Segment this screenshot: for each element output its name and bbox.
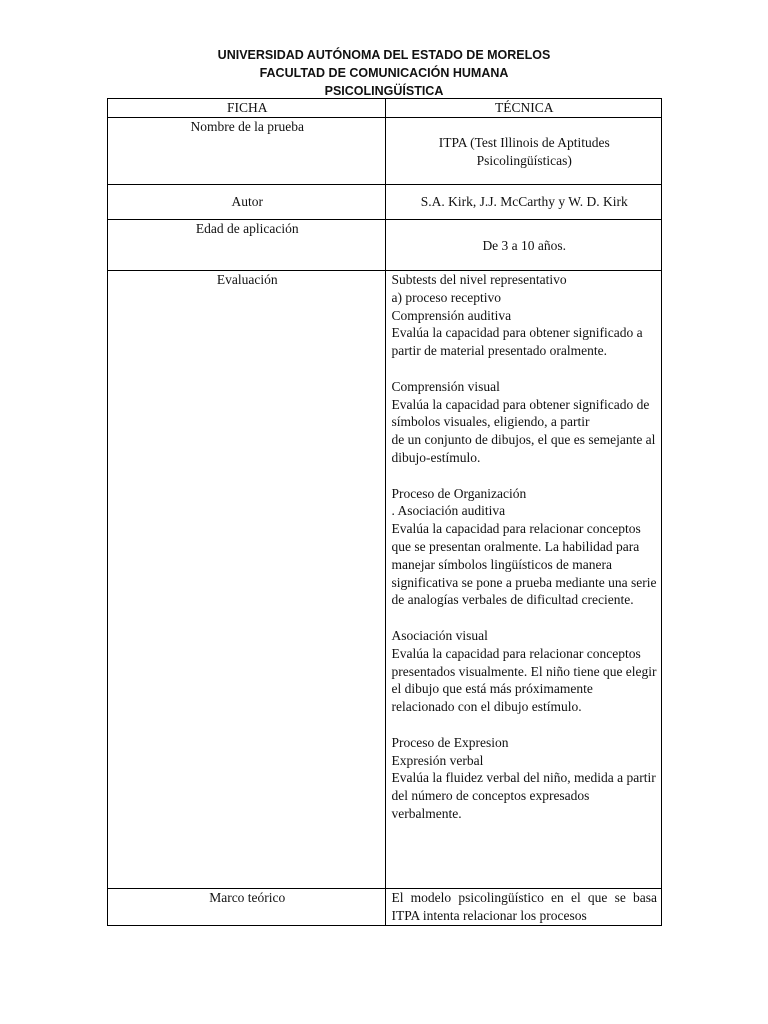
subtest-name: . Asociación auditiva	[391, 503, 506, 519]
evaluation-section-organization	[392, 485, 658, 610]
column-header-tecnica: TÉCNICA	[385, 99, 662, 118]
value-marco-teorico: El modelo psicolingüístico en el que se basa ITPA intenta relacionar los procesos	[385, 889, 662, 926]
subsection-heading: a) proceso receptivo	[391, 289, 501, 305]
table-header-row	[108, 99, 662, 118]
subtest-description-cont: de un conjunto de dibujos, el que es semejante al dibujo-estímulo.	[391, 432, 656, 465]
subtest-description: Evalúa la capacidad para relacionar conceptos presentados visualmente. El niño tiene que elegir el dibujo que está más próximamente relacionado con el dibujo estímulo.	[391, 645, 657, 715]
label-marco-teorico: Marco teórico	[108, 889, 386, 926]
table-row	[108, 220, 662, 271]
value-edad-aplicacion	[385, 220, 662, 271]
subtest-description: Evalúa la capacidad para obtener significado a partir de material presentado oralmente.	[391, 325, 643, 359]
evaluation-section-visual-association	[392, 627, 658, 716]
test-name: ITPA (Test Illinois de Aptitudes Psicolingüísticas)	[438, 135, 610, 168]
subtest-description: Evalúa la capacidad para obtener significado de símbolos visuales, eligiendo, a partir	[391, 396, 650, 430]
faculty-title: FACULTAD DE COMUNICACIÓN HUMANA	[259, 66, 509, 80]
value-nombre-prueba	[385, 118, 662, 185]
subtest-description: Evalúa la fluidez verbal del niño, medida a partir del número de conceptos expresados verbalmente.	[391, 770, 656, 821]
evaluation-section-receptive	[392, 271, 658, 360]
evaluation-section-expression	[392, 734, 658, 823]
section-heading: Subtests del nivel representativo	[391, 272, 567, 287]
subject-title: PSICOLINGÜÍSTICA	[324, 84, 444, 98]
subtest-description: Evalúa la capacidad para relacionar conceptos que se presentan oralmente. La habilidad para manejar símbolos lingüísticos de manera significativa se pone a prueba mediante una serie de analogías verbales de dificultad creciente.	[391, 521, 657, 608]
label-autor: Autor	[108, 185, 386, 220]
table-row	[108, 185, 662, 220]
column-header-ficha: FICHA	[108, 99, 386, 118]
university-title: UNIVERSIDAD AUTÓNOMA DEL ESTADO DE MORELOS	[217, 48, 551, 62]
subtest-name: Expresión verbal	[391, 752, 484, 768]
section-heading: Proceso de Organización	[391, 485, 527, 501]
table-row	[108, 889, 662, 926]
ficha-tecnica-table	[107, 98, 662, 926]
subtest-name: Asociación visual	[391, 627, 488, 643]
evaluation-section-visual	[392, 378, 658, 467]
label-nombre-prueba: Nombre de la prueba	[108, 118, 386, 185]
age-range: De 3 a 10 años.	[482, 238, 567, 253]
document-header	[0, 46, 768, 100]
subtest-name: Comprensión auditiva	[391, 307, 512, 323]
label-edad-aplicacion: Edad de aplicación	[108, 220, 386, 271]
subtest-name: Comprensión visual	[391, 378, 500, 394]
table-row	[108, 118, 662, 185]
table-row	[108, 271, 662, 889]
label-evaluacion: Evaluación	[108, 271, 386, 889]
section-heading: Proceso de Expresion	[391, 734, 509, 750]
value-autor: S.A. Kirk, J.J. McCarthy y W. D. Kirk	[385, 185, 662, 220]
value-evaluacion	[385, 271, 662, 889]
